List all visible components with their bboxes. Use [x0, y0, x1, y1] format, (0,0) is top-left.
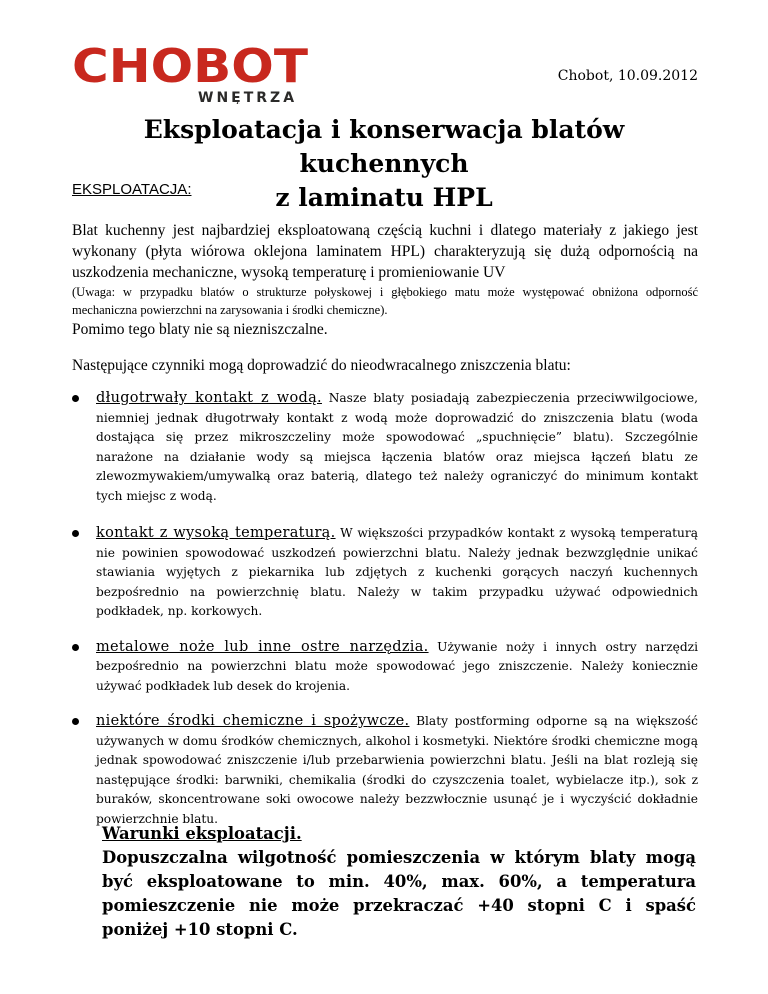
title-line-2: z laminatu HPL — [275, 183, 493, 212]
logo-sub-text: WNĘTRZA — [198, 90, 298, 104]
conditions-title: Warunki eksploatacji. — [102, 824, 302, 843]
title-line-1: Eksploatacja i konserwacja blatów kuchennych — [143, 115, 625, 178]
item-body: Blaty postforming odporne są na większość używanych w domu środków chemicznych, alkohol i kosmetyki. Niektóre środki chemiczne mogą jednak spowodować zniszczenie i/lub przebarwienia powierzchni blatu. Jeśli na blat rozleją się następujące środki: barwniki, chemikalia (środki do czyszczenia toalet, wybielacze itp.), sok z buraków, skoncentrowane soki owocowe należy bezzwłocznie usunąć je i wyczyścić dokładnie powierzchnie blatu. — [96, 714, 698, 826]
bullet-icon — [72, 644, 79, 651]
item-heading: niektóre środki chemiczne i spożywcze. — [96, 713, 410, 729]
intro-main: Blat kuchenny jest najbardziej eksploatowaną częścią kuchni i dlatego materiały z jakiego jest wykonany (płyta wiórowa oklejona laminatem HPL) charakteryzują się dużą odpornością na uszkodzenia mechaniczne, wysoką temperaturę i promieniowanie UV — [72, 222, 698, 281]
item-body: Nasze blaty posiadają zabezpieczenia przeciwwilgociowe, niemniej jednak długotrwały kontakt z wodą może doprowadzić do zniszczenia blatu (woda dostająca się przez mikroszczeliny może spowodować „spuchnięcie” blatu). Szczególnie narażone na działanie wody są miejsca łączenia blatów oraz miejsca łączeń blatu ze zlewozmywakiem/umywalką oraz baterią, dlatego też należy ograniczyć do minimum kontakt tych miejsc z wodą. — [96, 391, 698, 503]
conditions-body: Dopuszczalna wilgotność pomieszczenia w którym blaty mogą być eksploatowane to min. 40%, max. 60%, a temperatura pomieszczenie nie może przekraczać +40 stopni C i spaść poniżej +10 stopni C. — [102, 848, 696, 939]
item-heading: kontakt z wysoką temperaturą. — [96, 525, 336, 541]
intro-closing: Pomimo tego blaty nie są niezniszczalne. — [72, 321, 328, 338]
bullet-icon — [72, 395, 79, 402]
item-heading: metalowe noże lub inne ostre narzędzia. — [96, 638, 429, 655]
list-item — [72, 524, 698, 622]
item-body: Używanie noży i innych ostry narzędzi bezpośrednio na powierzchni blatu może spowodować jego zniszczenie. Należy koniecznie używać podkładek lub desek do krojenia. — [96, 639, 698, 693]
bullet-icon — [72, 530, 79, 537]
list-item — [72, 389, 698, 506]
item-body: W większości przypadków kontakt z wysoką temperaturą nie powinien spowodować uszkodzeń powierzchni blatu. Należy jednak bezwzględnie unikać stawiania wyjętych z piekarnika lub zdjętych z kuchenki gorących naczyń kuchennych bezpośrednio na powierzchnię blatu. Należy w takim przypadku używać odpowiednich podkładek, np. korkowych. — [96, 526, 698, 618]
factor-list — [72, 389, 698, 847]
conditions-block — [102, 822, 696, 942]
logo-main-text: CHOBOT — [72, 42, 309, 93]
chobot-logo — [72, 42, 312, 104]
intro-paragraph — [72, 220, 698, 340]
list-item — [72, 712, 698, 829]
section-heading: EKSPLOATACJA: — [72, 181, 192, 198]
document-date: Chobot, 10.09.2012 — [557, 68, 698, 84]
page-title — [60, 113, 708, 215]
item-heading: długotrwały kontakt z wodą. — [96, 390, 322, 406]
intro-note: (Uwaga: w przypadku blatów o strukturze połyskowej i głębokiego matu może występować obniżona odporność mechaniczna powierzchni na zarysowania i środki chemiczne). — [72, 285, 698, 317]
bullet-icon — [72, 718, 79, 725]
list-intro: Następujące czynniki mogą doprowadzić do nieodwracalnego zniszczenia blatu: — [72, 357, 571, 374]
list-item — [72, 638, 698, 697]
